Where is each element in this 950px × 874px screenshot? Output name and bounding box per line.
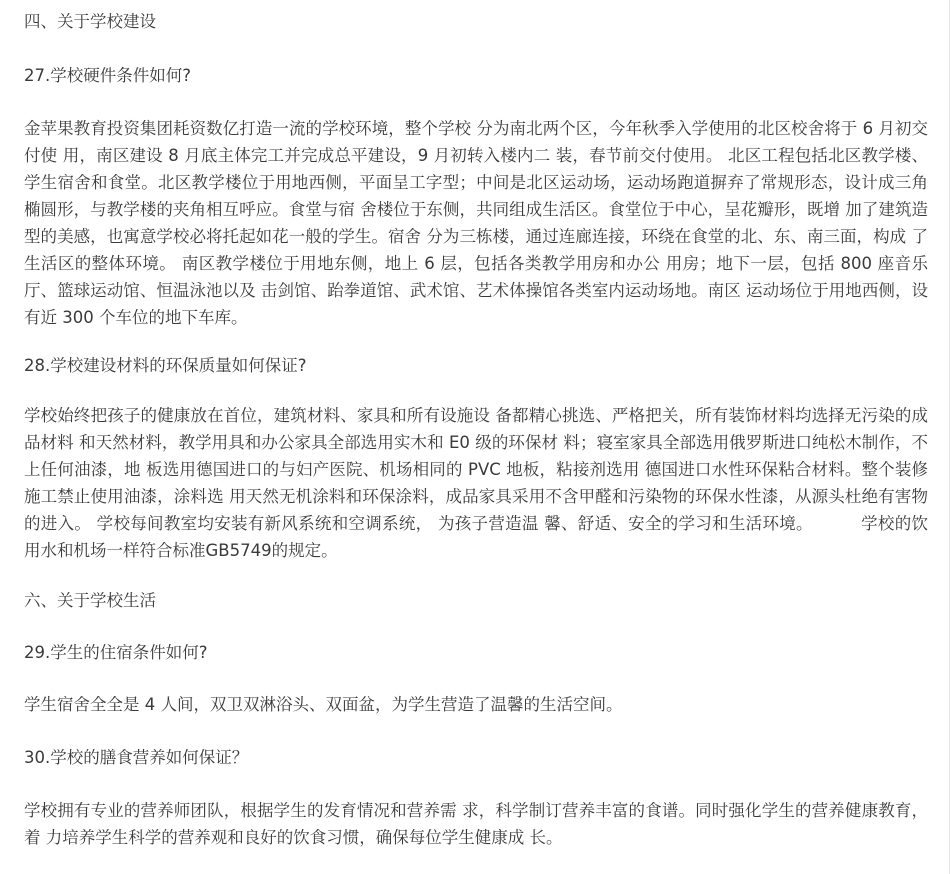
question-27: 27.学校硬件条件如何? bbox=[24, 66, 191, 85]
question-30: 30.学校的膳食营养如何保证？ bbox=[24, 748, 249, 767]
answer-29: 学生宿舍全全是 4 人间，双卫双淋浴头、双面盆，为学生营造了温馨的生活空间。 bbox=[24, 695, 623, 714]
section-heading-school-construction: 四、关于学校建设 bbox=[24, 12, 156, 31]
answer-28-part2: 学校的饮用水和机场一样符合标准GB5749的规定。 bbox=[24, 514, 928, 560]
question-28: 28.学校建设材料的环保质量如何保证? bbox=[24, 356, 307, 375]
answer-28 bbox=[24, 402, 928, 564]
section-heading-school-life: 六、关于学校生活 bbox=[24, 591, 156, 610]
answer-27: 金苹果教育投资集团耗资数亿打造一流的学校环境，整个学校 分为南北两个区，今年秋季入学使用的北区校舍将于 6 月初交付使 用，南区建设 8 月底主体完工并完成总平建设，9 月初转入楼内二 装，春节前交付使用。 北区工程包括北区教学楼、学生宿舍和食堂。北区教学楼位于用地西侧，平面呈工字型；中间是北区运动场，运动场跑道摒弃了常规形态，设计成三角椭圆形，与教学楼的夹角相互呼应。食堂与宿 舍楼位于东侧，共同组成生活区。食堂位于中心，呈花瓣形，既增 加了建筑造型的美感，也寓意学校必将托起如花一般的学生。宿舍 分为三栋楼，通过连廊连接，环绕在食堂的北、东、南三面，构成 了生活区的整体环境。 南区教学楼位于用地东侧，地上 6 层，包括各类教学用房和办公 用房；地下一层，包括 800 座音乐厅、篮球运动馆、恒温泳池以及 击剑馆、跆拳道馆、武术馆、艺术体操馆各类室内运动场地。南区 运动场位于用地西侧，设有近 300 个车位的地下车库。 bbox=[24, 119, 928, 327]
answer-30: 学校拥有专业的营养师团队，根据学生的发育情况和营养需 求，科学制订营养丰富的食谱。同时强化学生的营养健康教育，着 力培养学生科学的营养观和良好的饮食习惯，确保每位学生健康成 长。 bbox=[24, 801, 928, 847]
answer-28-part1: 学校始终把孩子的健康放在首位，建筑材料、家具和所有设施设 备都精心挑选、严格把关，所有装饰材料均选择无污染的成品材料 和天然材料，教学用具和办公家具全部选用实木和 E0 级的环保材 料；寝室家具全部选用俄罗斯进口纯松木制作，不上任何油漆，地 板选用德国进口的与妇产医院、机场相同的 PVC 地板，粘接剂选用 德国进口水性环保粘合材料。整个装修施工禁止使用油漆，涂料选 用天然无机涂料和环保涂料，成品家具采用不含甲醛和污染物的环保水性漆，从源头杜绝有害物的进入。 学校每间教室均安装有新风系统和空调系统， 为孩子营造温 馨、舒适、安全的学习和生活环境。 bbox=[24, 406, 928, 533]
question-29: 29.学生的住宿条件如何? bbox=[24, 643, 208, 662]
